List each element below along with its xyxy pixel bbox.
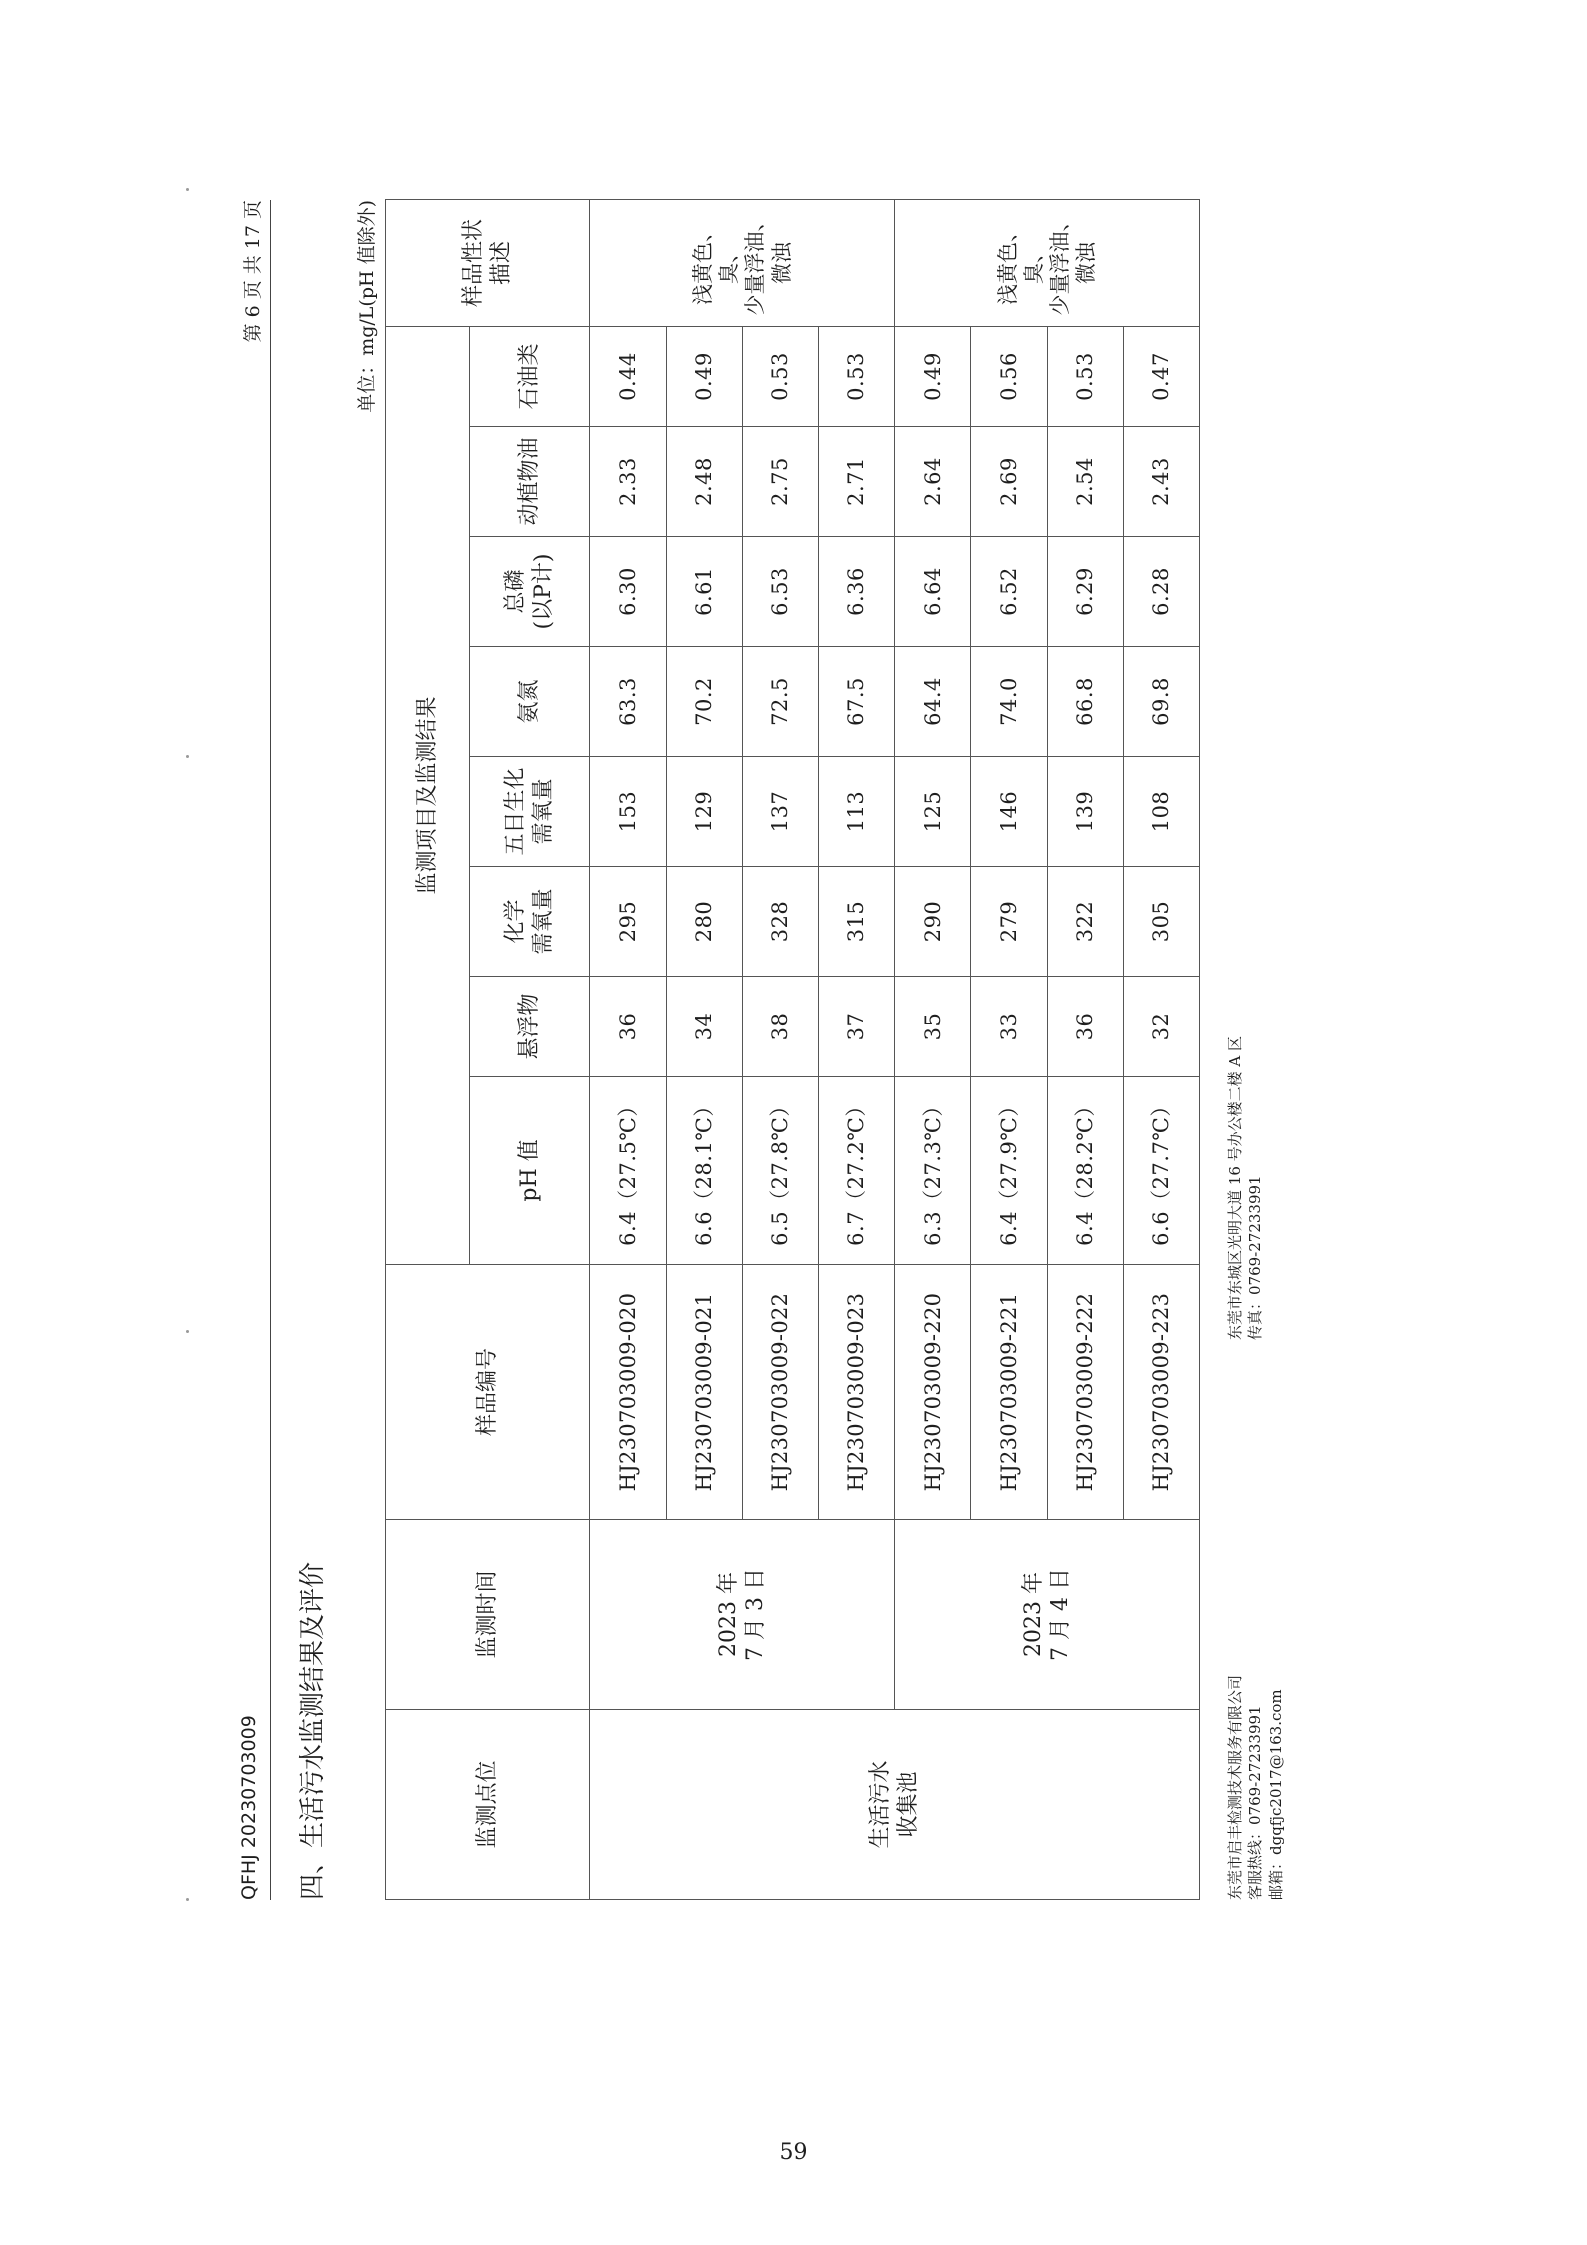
petroleum-cell: 0.44 [590,326,666,426]
animal-oil-cell: 2.48 [666,427,742,537]
header-divider [270,200,271,1900]
tp-cell: 6.61 [666,537,742,647]
petroleum-cell: 0.56 [971,326,1047,426]
table-row [895,199,971,1899]
ph-cell: 6.4（27.5℃） [590,1077,666,1265]
nh3n-cell: 63.3 [590,647,666,757]
sample-id-cell: HJ230703009-022 [742,1265,818,1520]
tp-cell: 6.36 [819,537,895,647]
rotated-report-sheet [230,180,1285,1900]
header-ss: 悬浮物 [470,977,590,1077]
tp-cell: 6.29 [1047,537,1123,647]
nh3n-cell: 66.8 [1047,647,1123,757]
monitoring-results-table [385,199,1200,1900]
ss-cell: 37 [819,977,895,1077]
animal-oil-cell: 2.71 [819,427,895,537]
description-cell: 浅黄色、 臭、 少量浮油、 微浊 [895,199,1200,326]
date-cell: 2023 年 7 月 3 日 [590,1520,895,1710]
footer-hotline: 客服热线：0769-27233991 [1246,1705,1265,1900]
tp-cell: 6.52 [971,537,1047,647]
cod-cell: 279 [971,867,1047,977]
ph-cell: 6.6（27.7℃） [1123,1077,1199,1265]
footer-fax: 传真：0769-27233991 [1246,1175,1265,1340]
header-location: 监测点位 [386,1710,590,1900]
date-cell: 2023 年 7 月 4 日 [895,1520,1200,1710]
scan-speck [186,188,189,191]
bod5-cell: 125 [895,757,971,867]
sample-id-cell: HJ230703009-220 [895,1265,971,1520]
sample-id-cell: HJ230703009-223 [1123,1265,1199,1520]
nh3n-cell: 64.4 [895,647,971,757]
header-row-1 [386,199,470,1899]
footer-address: 东莞市东城区光明大道 16 号办公楼二楼 A 区 [1226,1036,1244,1340]
header-cod: 化学 需氧量 [470,867,590,977]
cod-cell: 290 [895,867,971,977]
header-tp: 总磷 (以P计) [470,537,590,647]
ss-cell: 36 [1047,977,1123,1077]
location-cell: 生活污水 收集池 [590,1710,1200,1900]
footer-contact [1225,1675,1286,1900]
ss-cell: 35 [895,977,971,1077]
header-ph: pH 值 [470,1077,590,1265]
bod5-cell: 108 [1123,757,1199,867]
animal-oil-cell: 2.54 [1047,427,1123,537]
bod5-cell: 139 [1047,757,1123,867]
petroleum-cell: 0.47 [1123,326,1199,426]
bod5-cell: 137 [742,757,818,867]
nh3n-cell: 74.0 [971,647,1047,757]
report-code: QFHJ 20230703009 [238,1715,260,1900]
footer-company: 东莞市启丰检测技术服务有限公司 [1226,1674,1244,1900]
scan-speck [186,1898,189,1901]
petroleum-cell: 0.53 [742,326,818,426]
nh3n-cell: 70.2 [666,647,742,757]
cod-cell: 295 [590,867,666,977]
ph-cell: 6.4（28.2℃） [1047,1077,1123,1265]
header-description: 样品性状 描述 [386,199,590,326]
header-group: 监测项目及监测结果 [386,326,470,1264]
report-footer [1225,200,1305,1900]
petroleum-cell: 0.53 [1047,326,1123,426]
header-time: 监测时间 [386,1520,590,1710]
header-bod5: 五日生化 需氧量 [470,757,590,867]
animal-oil-cell: 2.33 [590,427,666,537]
nh3n-cell: 67.5 [819,647,895,757]
cod-cell: 322 [1047,867,1123,977]
ph-cell: 6.3（27.3℃） [895,1077,971,1265]
tp-cell: 6.28 [1123,537,1199,647]
ss-cell: 34 [666,977,742,1077]
page-number: 59 [779,2140,808,2165]
ph-cell: 6.6（28.1℃） [666,1077,742,1265]
bod5-cell: 113 [819,757,895,867]
petroleum-cell: 0.53 [819,326,895,426]
cod-cell: 328 [742,867,818,977]
table-row [590,199,666,1899]
sample-id-cell: HJ230703009-023 [819,1265,895,1520]
page-info: 第 6 页 共 17 页 [242,200,264,343]
ss-cell: 36 [590,977,666,1077]
sample-id-cell: HJ230703009-221 [971,1265,1047,1520]
unit-note: 单位：mg/L(pH 值除外) [356,200,378,413]
header-sample-id: 样品编号 [386,1265,590,1520]
nh3n-cell: 72.5 [742,647,818,757]
tp-cell: 6.64 [895,537,971,647]
section-title: 四、生活污水监测结果及评价 [298,1561,328,1900]
animal-oil-cell: 2.64 [895,427,971,537]
header-nh3n: 氨氮 [470,647,590,757]
ph-cell: 6.5（27.8℃） [742,1077,818,1265]
ss-cell: 38 [742,977,818,1077]
description-cell: 浅黄色、 臭、 少量浮油、 微浊 [590,199,895,326]
petroleum-cell: 0.49 [666,326,742,426]
tp-cell: 6.30 [590,537,666,647]
bod5-cell: 146 [971,757,1047,867]
sample-id-cell: HJ230703009-020 [590,1265,666,1520]
animal-oil-cell: 2.43 [1123,427,1199,537]
bod5-cell: 129 [666,757,742,867]
cod-cell: 315 [819,867,895,977]
tp-cell: 6.53 [742,537,818,647]
footer-address-block [1225,1036,1266,1340]
sample-id-cell: HJ230703009-222 [1047,1265,1123,1520]
header-animal-oil: 动植物油 [470,427,590,537]
scan-speck [186,755,189,758]
ss-cell: 33 [971,977,1047,1077]
animal-oil-cell: 2.75 [742,427,818,537]
bod5-cell: 153 [590,757,666,867]
sample-id-cell: HJ230703009-021 [666,1265,742,1520]
scan-speck [186,1330,189,1333]
cod-cell: 305 [1123,867,1199,977]
ph-cell: 6.7（27.2℃） [819,1077,895,1265]
ph-cell: 6.4（27.9℃） [971,1077,1047,1265]
cod-cell: 280 [666,867,742,977]
animal-oil-cell: 2.69 [971,427,1047,537]
header-petroleum: 石油类 [470,326,590,426]
petroleum-cell: 0.49 [895,326,971,426]
footer-email: 邮箱：dgqfjc2017@163.com [1266,1689,1285,1900]
nh3n-cell: 69.8 [1123,647,1199,757]
ss-cell: 32 [1123,977,1199,1077]
